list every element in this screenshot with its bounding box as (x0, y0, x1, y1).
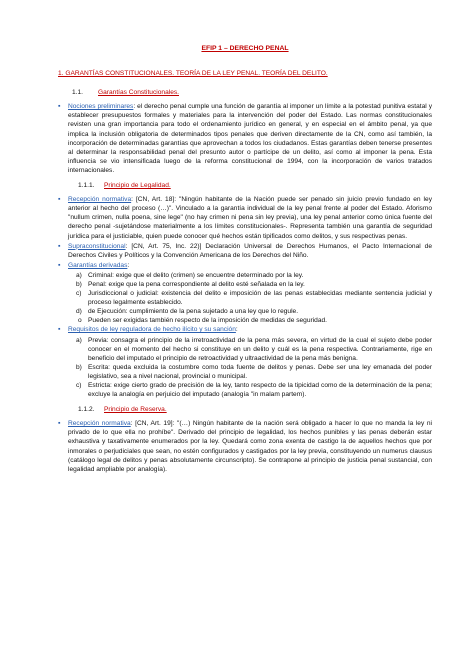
subsection-heading-1-1-2[interactable] (78, 405, 432, 414)
document-title: EFIP 1 – DERECHO PENAL (201, 45, 289, 52)
list-item: b) Penal: exige que la pena correspondiente al delito esté señalada en la ley. (76, 280, 305, 288)
subsection-number: 1.1.2. (78, 406, 95, 414)
paragraph-lead[interactable]: Nociones preliminares (68, 103, 134, 111)
paragraph-recepcion-normativa (58, 195, 432, 240)
list-item: d) de Ejecución: cumplimiento de la pena sujetado a una ley que lo regule. (76, 308, 299, 316)
list-item: c) Jurisdiccional o judicial: existencia del delito e imposición de las penas establecidas mediante sentencia judicial y proceso legalmente establecido. (76, 290, 432, 307)
paragraph-nociones (58, 102, 432, 175)
list-item: b) Escrita: queda excluida la costumbre como toda fuente de delitos y penas. Debe ser una ley emanada del poder legislativo, sea a nivel nacional, provincial o municipal. (76, 363, 432, 380)
paragraph-text: : [CN, Art. 75, Inc. 22)] Declaración Universal de Derechos Humanos, el Pacto Internacional de Derechos Civiles y Políticos y la Convención Americana de los Derechos del Niño. (68, 242, 432, 259)
paragraph-text: : [CN, Art. 18]: "Ningún habitante de la Nación puede ser penado sin juicio previo fundado en ley anterior al hecho del proceso (…)". Vinculado a la garantía individual de la ley penal frente al poder del Estado. Aforismo "nullum crimen, nulla poena, sine lege" (no hay crimen ni pena sin ley previa), una ley penal anterior como única fuente del derecho penal -sujetándose materialmente a los límites constitucionales-. Representa también una garantía de seguridad jurídica para el justiciable, quien puede conocer qué hechos están tipificados como delitos, y sus respectivas penas. (68, 196, 432, 240)
list-item: a) Previa: consagra el principio de la irretroactividad de la pena más severa, en virtud de la cual el sujeto debe poder conocer en el momento del hecho si constituye en un delito y cuál es la pena respectiva. Contrariamente, rige en beneficio del imputado el principio de retroactividad y ultraactividad de la pena más benigna. (76, 336, 432, 362)
list-item: c) Estricta: exige cierto grado de precisión de la ley, tanto respecto de la tipicidad como de la determinación de la pena; excluye la analogía en perjuicio del imputado (analogía "in malam partem). (76, 382, 432, 399)
list-sub-item: o Pueden ser exigidas también respecto de la imposición de medidas de seguridad. (78, 317, 327, 325)
section-heading-1[interactable]: 1. GARANTÍAS CONSTITUCIONALES. TEORÍA DE LA LEY PENAL. TEORÍA DEL DELITO. (58, 70, 328, 78)
paragraph-text: : [CN, Art. 19]: "(…) Ningún habitante de la nación será obligado a hacer lo que no manda la ley ni privado de lo que ella no prohíbe". Derivado del principio de legalidad, los hechos punibles y las penas deberán estar exhaustiva y taxativamente enumerados por la ley. Quedará como zona exenta de castigo la de aquellos hechos que por inmorales o perjudiciales que sean, no estén configurados y castigados por la ley previa, constituyendo un numerus clausus (catálogo legal de delitos y penas absolutamente circunscripto). Se contrapone al principio de justicia penal sustancial, con legalidad ampliable por analogía). (68, 420, 432, 473)
paragraph-text: : el derecho penal cumple una función de garantía al imponer un límite a la potestad punitiva estatal y establecer presupuestos formales y materiales para la intervención del poder del Estado. Las normas constitucionales revisten una gran importancia para todo el ordenamiento jurídico en general, y en especial en el ámbito penal, ya que implica la inclusión obligatoria de determinados tipos penales que deriven directamente de la CN, como así también, la incorporación de determinadas garantías que aprovechan a todos los ciudadanos. Estas garantías deben tenerse presentes al determinar la responsabilidad penal del presunto autor o partícipe de un delito, así como al imponer la pena. Esta influencia se vio intensificada luego de la reforma constitucional de 1994, con la incorporación de varios tratados internacionales. (68, 103, 432, 174)
subsection-label: Principio de Reserva. (104, 406, 167, 414)
subsection-number: 1.1. (72, 89, 83, 97)
paragraph-lead[interactable]: Garantías derivadas (68, 261, 128, 269)
paragraph-lead[interactable]: Requisitos de ley reguladora de hecho ilícito y su sanción (68, 326, 236, 334)
paragraph-lead[interactable]: Supraconstitucional (68, 242, 126, 250)
paragraph-requisitos (58, 325, 432, 334)
subsection-number: 1.1.1. (78, 182, 95, 190)
subsection-label: Garantías Constitucionales. (98, 89, 179, 97)
subsection-label: Principio de Legalidad. (104, 182, 171, 190)
list-item: a) Criminal: exige que el delito (crimen) se encuentre determinado por la ley. (76, 271, 304, 279)
paragraph-lead[interactable]: Recepción normativa (68, 196, 132, 204)
subsection-heading-1-1-1[interactable] (78, 181, 432, 190)
paragraph-text: : (235, 326, 238, 334)
paragraph-text: : (127, 261, 130, 269)
paragraph-garantias-derivadas (58, 261, 432, 270)
paragraph-lead[interactable]: Recepción normativa (68, 420, 131, 428)
paragraph-recepcion-normativa-reserva (58, 419, 432, 474)
subsection-heading-1-1[interactable] (72, 88, 432, 97)
paragraph-supraconstitucional (58, 242, 432, 260)
